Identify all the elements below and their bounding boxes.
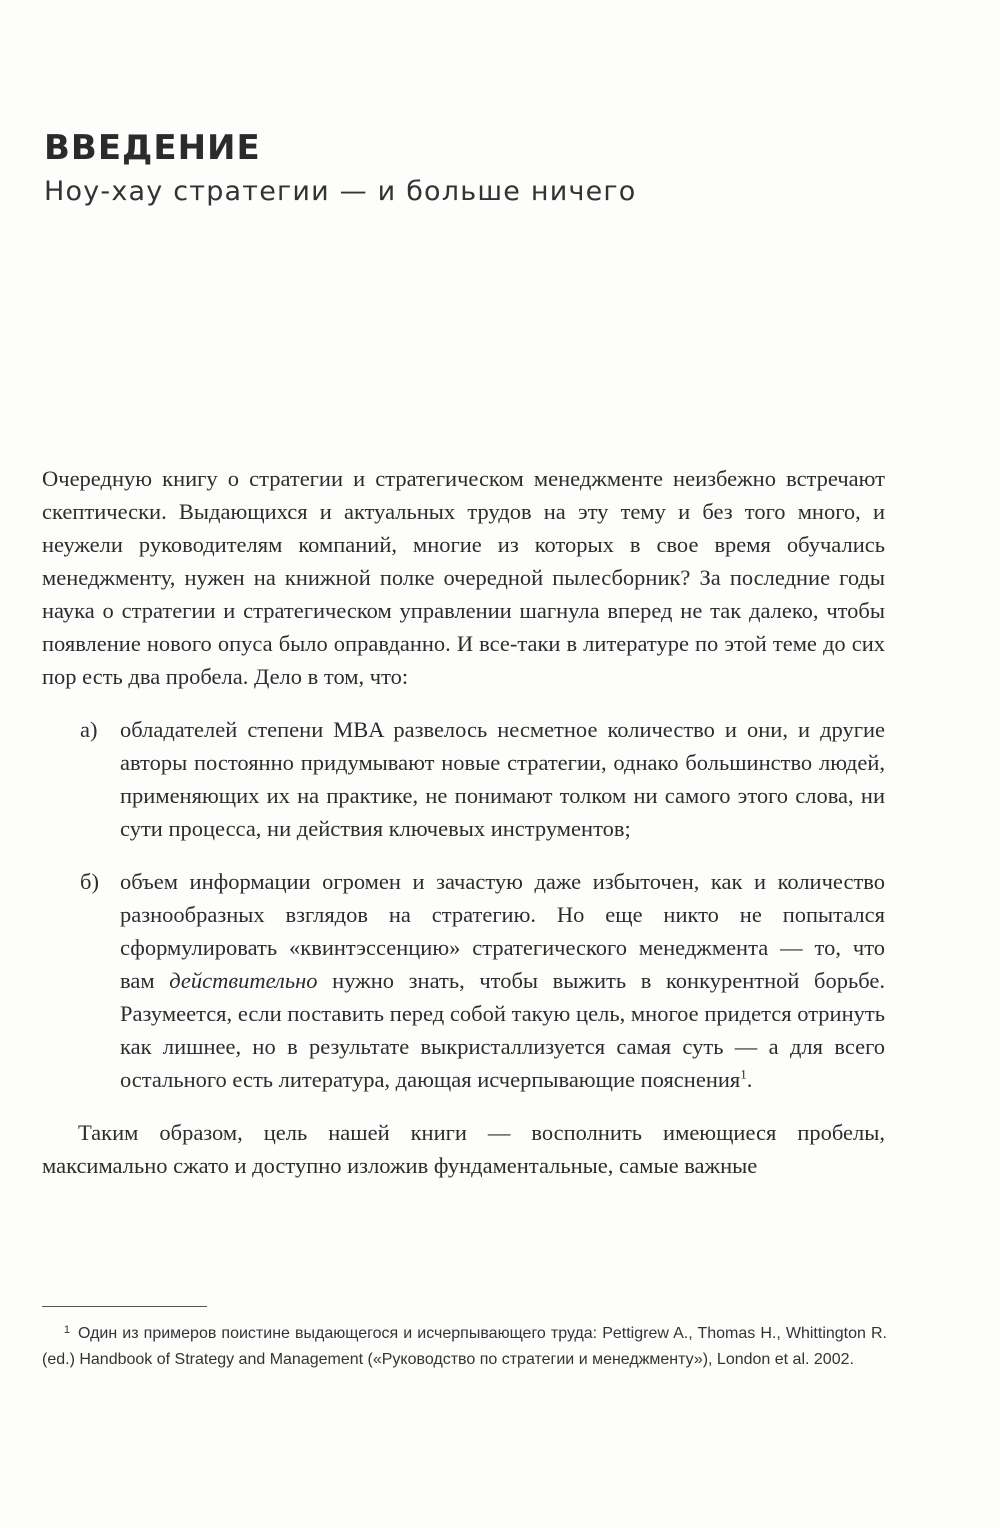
list-item-text-part: нужно знать, чтобы выжить в конкурентной борьбе. Разумеется, если поставить перед собой такую цель, многое придется отринуть как лишнее, но в результате выкристаллизуется самая суть — а для всего остального есть литература, дающая исчерпывающие пояснения bbox=[120, 968, 886, 1092]
list-marker: б) bbox=[80, 869, 99, 894]
footnote bbox=[42, 1317, 887, 1373]
chapter-title: ВВЕДЕНИЕ bbox=[44, 128, 261, 168]
list-item bbox=[42, 713, 885, 845]
chapter-heading bbox=[44, 124, 944, 212]
list-item bbox=[42, 865, 885, 1096]
problem-list bbox=[42, 713, 885, 1096]
list-marker: а) bbox=[80, 717, 98, 742]
emphasis-word: действительно bbox=[169, 968, 318, 993]
list-item-text bbox=[120, 865, 885, 1096]
footnote-text: Один из примеров поистине выдающегося и исчерпывающего труда: Pettigrew A., Thomas H., Whittington R. (ed.) Handbook of Strategy and Management («Руководство по стратегии и менеджменту»), London et al. 2002. bbox=[42, 1325, 887, 1368]
footnote-divider bbox=[42, 1306, 207, 1307]
end-punctuation: . bbox=[746, 1067, 753, 1092]
conclusion-paragraph: Таким образом, цель нашей книги — восполнить имеющиеся пробелы, максимально сжато и доступно изложив фундаментальные, самые важные bbox=[42, 1120, 885, 1178]
footnote-number: 1 bbox=[63, 1324, 70, 1336]
list-item-text-part: объем информации огромен и зачастую даже избыточен, как и количество разнообразных взглядов на стратегию. Но еще никто не попытался сформулировать «квинтэссенцию» стратегического менеджмента — то, что вам bbox=[120, 869, 885, 993]
footnote-reference[interactable]: 1 bbox=[740, 1066, 747, 1082]
intro-paragraph: Очередную книгу о стратегии и стратегическом менеджменте неизбежно встречают скептически. Выдающихся и актуальных трудов на эту тему и без того много, и неужели руководителям компаний, многие из которых в свое время обучались менеджменту, нужен на книжной полке очередной пылесборник? За последние годы наука о стратегии и стратегическом управлении шагнула вперед не так далеко, чтобы появление нового опуса было оправданно. И все-таки в литературе по этой теме до сих пор есть два пробела. Дело в том, что: bbox=[42, 466, 885, 689]
list-item-text: обладателей степени MBA развелось несметное количество и они, и другие авторы постоянно придумывают новые стратегии, однако большинство людей, применяющих их на практике, не понимают толком ни самого этого слова, ни сути процесса, ни действия ключевых инструментов; bbox=[120, 717, 885, 841]
chapter-subtitle: Ноу-хау стратегии — и больше ничего bbox=[44, 176, 637, 207]
body-text bbox=[42, 462, 885, 1182]
